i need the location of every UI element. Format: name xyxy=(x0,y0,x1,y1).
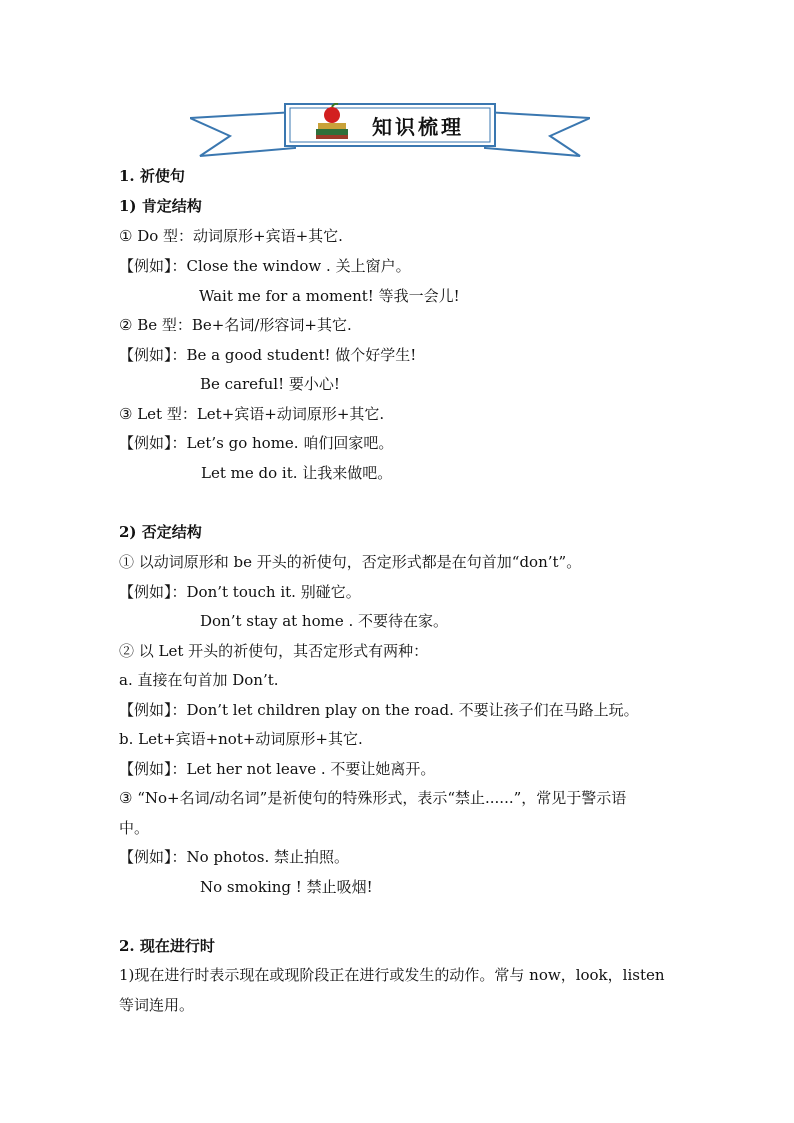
example-text: ：Let’s go home. 咱们回家吧。 xyxy=(171,434,394,452)
subheading-affirmative: 1) 肯定结构 xyxy=(119,197,202,215)
example-text: ：Don’t touch it. 别碰它。 xyxy=(171,583,361,601)
example-text: Be careful! 要小心! xyxy=(200,375,340,393)
example-line xyxy=(119,256,411,276)
example-label: 【例如】 xyxy=(119,257,172,275)
section-heading-present-continuous: 2. 现在进行时 xyxy=(119,937,215,955)
example-text: Let me do it. 让我来做吧。 xyxy=(201,464,393,482)
example-line xyxy=(119,345,416,365)
rule-negative-3-cont: 中。 xyxy=(119,819,150,837)
rule-negative-3: ③ “No+名词/动名词”是祈使句的特殊形式，表示“禁止......”，常见于警示语 xyxy=(119,789,627,807)
example-line xyxy=(119,433,393,453)
example-label: 【例如】 xyxy=(119,434,172,452)
section-heading-imperative: 1. 祈使句 xyxy=(119,167,185,185)
example-line xyxy=(119,847,349,867)
rule-negative-2b: b. Let+宾语+not+动词原形+其它. xyxy=(119,730,363,748)
example-text: No smoking ! 禁止吸烟! xyxy=(200,878,373,896)
rule-present-continuous: 1)现在进行时表示现在或现阶段正在进行或发生的动作。常与 now，look，listen xyxy=(119,966,665,984)
example-label: 【例如】 xyxy=(119,701,172,719)
subheading-negative: 2) 否定结构 xyxy=(119,523,202,541)
example-label: 【例如】 xyxy=(119,583,172,601)
example-text: ：Close the window . 关上窗户。 xyxy=(171,257,411,275)
example-label: 【例如】 xyxy=(119,346,172,364)
rule-be-type: ② Be 型：Be+名词/形容词+其它. xyxy=(119,316,352,334)
example-text: Wait me for a moment! 等我一会儿! xyxy=(199,287,460,305)
example-text: ：Don’t let children play on the road. 不要让孩子们在马路上玩。 xyxy=(171,701,639,719)
example-text: ：Let her not leave . 不要让她离开。 xyxy=(171,760,436,778)
example-label: 【例如】 xyxy=(119,848,172,866)
apple-books-icon xyxy=(312,103,352,141)
example-line xyxy=(119,582,361,602)
example-text: ：No photos. 禁止拍照。 xyxy=(171,848,350,866)
example-line xyxy=(119,759,435,779)
rule-negative-2a: a. 直接在句首加 Don’t. xyxy=(119,671,279,689)
rule-do-type: ① Do 型：动词原形+宾语+其它. xyxy=(119,227,343,245)
example-line xyxy=(119,700,639,720)
example-text: ：Be a good student! 做个好学生! xyxy=(171,346,417,364)
rule-present-continuous-cont: 等词连用。 xyxy=(119,996,195,1014)
example-text: Don’t stay at home . 不要待在家。 xyxy=(200,612,449,630)
rule-negative-1: ① 以动词原形和 be 开头的祈使句，否定形式都是在句首加“don’t”。 xyxy=(119,553,582,571)
example-label: 【例如】 xyxy=(119,760,172,778)
rule-negative-2: ② 以 Let 开头的祈使句，其否定形式有两种： xyxy=(119,642,429,660)
rule-let-type: ③ Let 型：Let+宾语+动词原形+其它. xyxy=(119,405,385,423)
banner-title: 知识梳理 xyxy=(372,115,464,139)
